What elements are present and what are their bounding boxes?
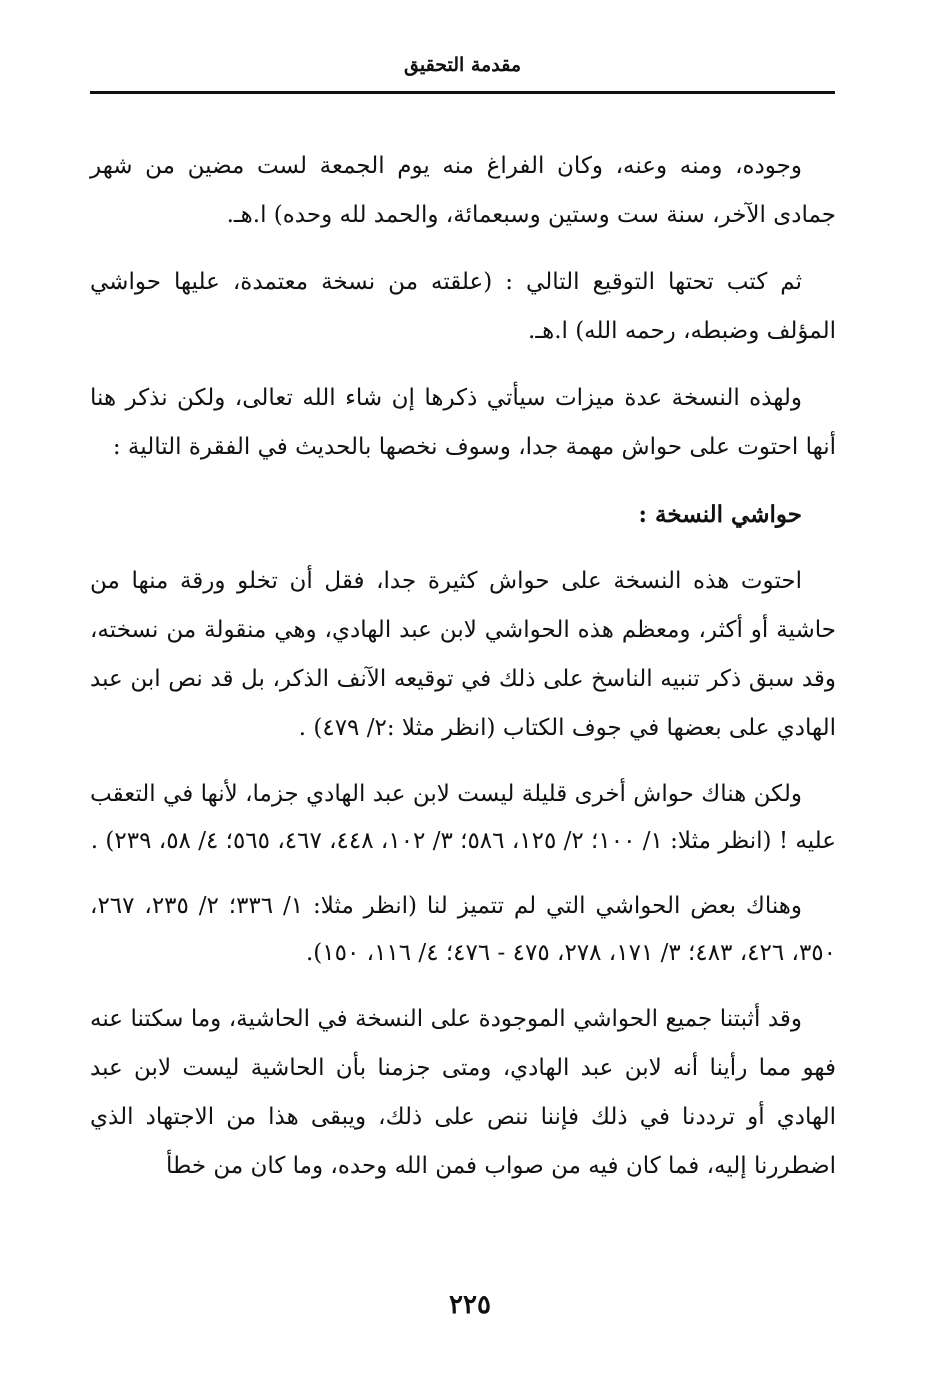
paragraph-manuscript-features: ولهذه النسخة عدة ميزات سيأتي ذكرها إن شاء الله تعالى، ولكن نذكر هنا أنها احتوت على حواش مهمة جدا، وسوف نخصها بالحديث في الفقرة التالية : bbox=[90, 385, 836, 460]
page-body bbox=[90, 142, 836, 1209]
paragraph-unattributed-notes: وهناك بعض الحواشي التي لم تتميز لنا (انظر مثلا: ١/ ٣٣٦؛ ٢/ ٢٣٥، ٢٦٧، ٣٥٠، ٤٢٦، ٤٨٣؛ ٣/ ١٧١، ٢٧٨، ٤٧٥ - ٤٧٦؛ ٤/ ١١٦، ١٥٠). bbox=[90, 893, 836, 966]
section-heading: حواشي النسخة : bbox=[638, 501, 802, 528]
paragraph-marginal-notes: احتوت هذه النسخة على حواش كثيرة جدا، فقل أن تخلو ورقة منها من حاشية أو أكثر، ومعظم هذه الحواشي لابن عبد الهادي، وهي منقولة من نسخته، وقد سبق ذكر تنبيه الناسخ على ذلك في توقيعه الآنف الذكر، بل قد نص ابن عبد الهادي على بعضها في جوف الكتاب (انظر مثلا :٢/ ٤٧٩) . bbox=[90, 568, 836, 741]
page-number: ٢٢٥ bbox=[449, 1290, 491, 1320]
paragraph-signature: ثم كتب تحتها التوقيع التالي : (علقته من نسخة معتمدة، عليها حواشي المؤلف وضبطه، رحمه الله) ا.هـ. bbox=[90, 269, 836, 344]
paragraph-colophon-end: وجوده، ومنه وعنه، وكان الفراغ منه يوم الجمعة لست مضين من شهر جمادى الآخر، سنة ست وستين وسبعمائة، والحمد لله وحده) ا.هـ. bbox=[90, 153, 836, 228]
running-title: مقدمة التحقيق bbox=[404, 54, 521, 76]
header-rule bbox=[90, 91, 835, 94]
paragraph-other-notes: ولكن هناك حواش أخرى قليلة ليست لابن عبد الهادي جزما، لأنها في التعقب عليه ! (انظر مثلا: ١/ ١٠٠؛ ٢/ ١٢٥، ٥٨٦؛ ٣/ ١٠٢، ٤٤٨، ٤٦٧، ٥٦٥؛ ٤/ ٥٨، ٢٣٩) . bbox=[90, 781, 836, 854]
paragraph-editorial-method: وقد أثبتنا جميع الحواشي الموجودة على النسخة في الحاشية، وما سكتنا عنه فهو مما رأينا أنه لابن عبد الهادي، ومتى جزمنا بأن الحاشية ليست لابن عبد الهادي أو ترددنا في ذلك فإننا ننص على ذلك، ويبقى هذا من الاجتهاد الذي اضطررنا إليه، فما كان فيه من صواب فمن الله وحده، وما كان من خطأ bbox=[90, 1006, 836, 1179]
